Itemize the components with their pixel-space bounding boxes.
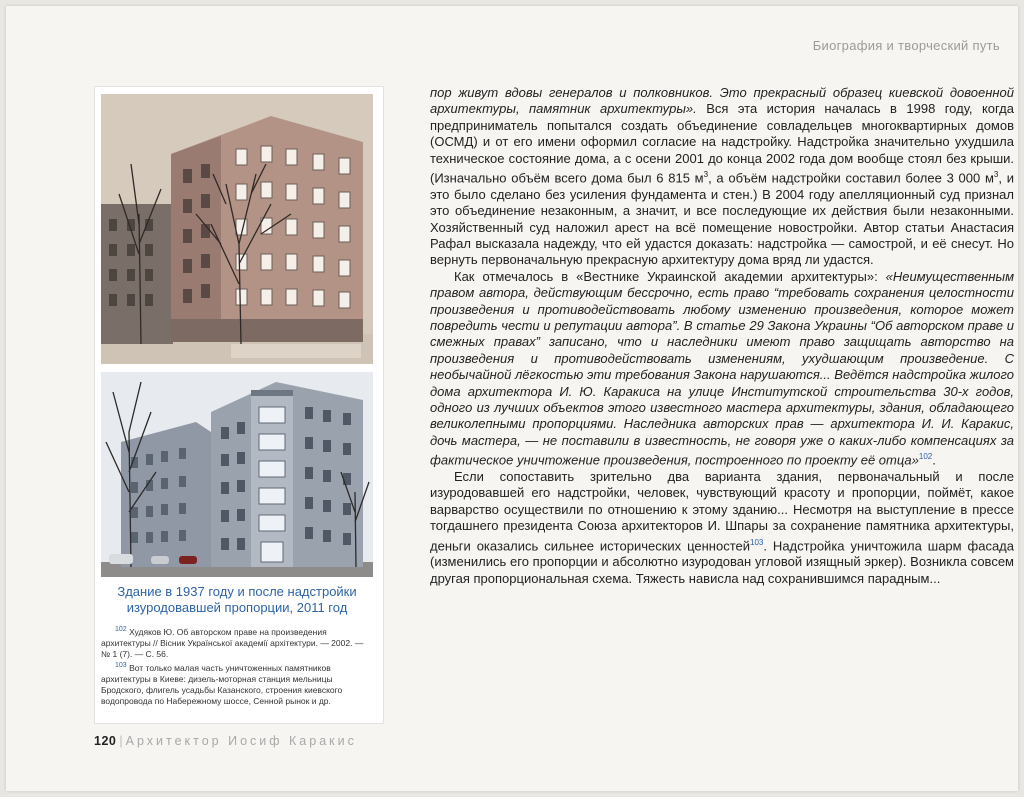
page-number: 120 [94, 734, 117, 748]
paragraph-1-text-b: , а объём надстройки составил более 3 000 м [708, 170, 994, 186]
figure-caption: Здание в 1937 году и после надстройки изуродовавшей пропорции, 2011 год [117, 584, 357, 615]
footnote-103 [101, 660, 373, 707]
superscript-cubic: 3 [993, 170, 999, 180]
building-photo-2011 [101, 372, 373, 577]
book-page [6, 6, 1018, 791]
footnote-text: Вот только малая часть уничтоженных памятников архитектуры в Киеве: дизель-моторная станция мельницы Бродского, флигель усадьбы Казанского, строения киевского водопровода по Набережному шоссе, Сенной рынок и др. [101, 662, 343, 706]
superscript-cubic: 3 [703, 170, 709, 180]
paragraph-3-text-a: Если сопоставить зрительно два варианта здания, первоначальный и после изуродовавшей его надстройки, человек, чувствующий красоту и пропорции, поймёт, какое варварство осуществили по отношению к этому зданию... Несмотря на выступление в прессе тогдашнего президента Союза архитекторов И. Шпары за сохранение памятника архитектуры, деньги оказались сильнее исторических ценностей [430, 469, 1014, 553]
paragraph-3 [430, 469, 1014, 587]
building-1937-illustration [101, 94, 373, 364]
running-header: Биография и творческий путь [812, 38, 1000, 53]
footnote-number: 103 [115, 661, 127, 669]
figure-panel [94, 86, 384, 724]
paragraph-2-end: . [932, 452, 936, 468]
building-photo-1937 [101, 94, 373, 364]
footer-separator: | [119, 734, 123, 748]
paragraph-1-text-c: , и это было сделано без усиления фундамента и стен.) В 2004 году апелляционный суд признал это объединение незаконным, а значит, и все последующие их действия были незаконными. Хозяйственный суд наложил арест на всё помещение новостройки. Автор статьи Анастасия Рафал высказала надежду, что ей удастся доказать: надстройка — самострой, и её снесут. Но вернуть первоначальную прекрасную архитектуру дома вряд ли удастся. [430, 170, 1014, 268]
paragraph-2 [430, 269, 1014, 469]
footnote-ref-102[interactable]: 102 [918, 452, 933, 462]
paragraph-3-text-b: . Надстройка уничтожила шарм фасада (изменились его пропорции и абсолютно изуродован угловой изящный эркер). Возникла совсем другая пропорциональная схема. Тяжесть нависла над сохранившимся парадным... [430, 537, 1014, 586]
page-footer [94, 734, 357, 748]
body-text [430, 85, 1014, 587]
paragraph-1-italic: пор живут вдовы генералов и полковников. Это прекрасный образец киевской довоенной архитектуры, памятник архитектуры». [430, 85, 1014, 117]
footnote-ref-103[interactable]: 103 [750, 537, 764, 547]
paragraph-1 [430, 85, 1014, 269]
book-title: Архитектор Иосиф Каракис [125, 734, 357, 748]
footnote-102 [101, 624, 373, 660]
footnotes [101, 624, 373, 707]
building-2011-illustration [101, 372, 373, 577]
footnote-number: 102 [115, 626, 127, 633]
paragraph-2-quote: «Неимущественным правом автора, действующим бессрочно, есть право “требовать сохранения целостности произведения и противодействовать любому изменению произведения, которое может повредить чести и репутации автора”. В статье 29 Закона Украины “Об авторском праве и смежных правах” записано, что и наследники имеют право защищать авторство на произведения и противодействовать изменениям, ухудшающим произведение. С необычайной лёгкостью эти требования Закона нарушаются... Ведётся надстройка жилого дома архитектора И. Ю. Каракиса на улице Институтской строительства 30-х годов, одного из лучших объектов этого известного мастера архитектуры, здания, обладающего великолепными пропорциями. Наследника авторских прав — архитектора И. И. Каракис, дочь мастера, — не поставили в известность, не говоря уже о каких-либо компенсациях за фактическое уничтожение произведения, построенного по проекту её отца» [430, 268, 1014, 468]
paragraph-2-text: Как отмечалось в «Вестнике Украинской академии архитектуры»: [454, 268, 886, 284]
paragraph-1-text-a: Вся эта история началась в 1998 году, когда предприниматель попытался создать объединение совладельцев многоквартирных домов (ОСМД) и от его имени оформил согласие на надстройку. Надстройка значительно ухудшила техническое состояние дома, а с осени 2001 до конца 2002 года дом вообще стоял без крыши. (Изначально объём всего дома был 6 815 м [430, 101, 1014, 186]
footnote-text: Худяков Ю. Об авторском праве на произведения архитектуры // Вісник Української академії архітектури. — 2002. — № 1 (7). — С. 56. [101, 626, 364, 659]
